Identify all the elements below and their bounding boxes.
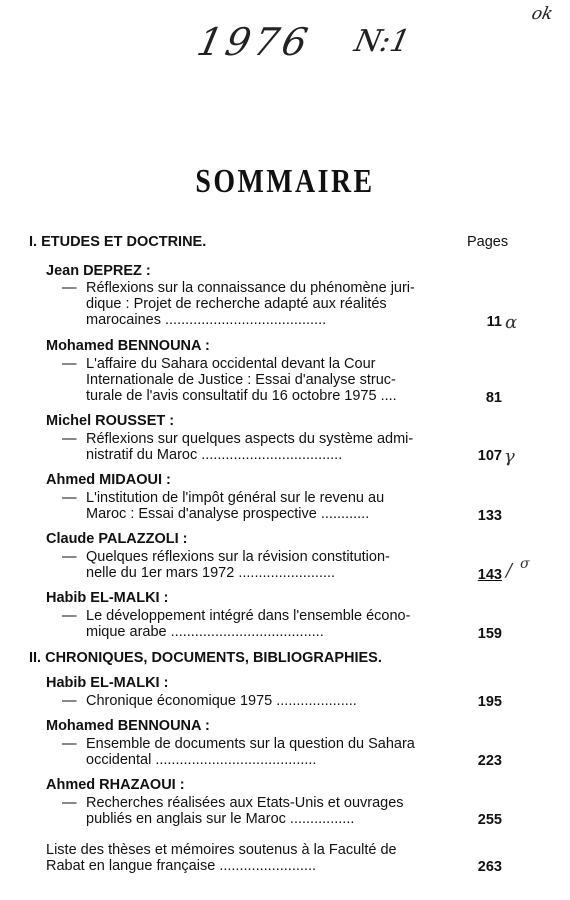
entry-description: Chronique économique 1975 .................... [86, 693, 357, 709]
entry-description: Réflexions sur la connaissance du phénomène juri- dique : Projet de recherche adapté aux réalités marocaines ........................................ [86, 280, 415, 328]
entry-description: Ensemble de documents sur la question du Sahara occidental ........................................ [86, 736, 415, 768]
handwritten-ok: ok [529, 4, 555, 24]
final-entry-description: Liste des thèses et mémoires soutenus à la Faculté de Rabat en langue française ........................ [46, 842, 397, 874]
entry-dash: — [62, 356, 77, 372]
entry-author: Ahmed MIDAOUI : [46, 472, 171, 488]
entry-page: 133 [477, 508, 502, 524]
handwritten-check-mark: / [506, 560, 513, 581]
final-entry-page: 263 [477, 859, 502, 875]
entry-author: Michel ROUSSET : [46, 413, 175, 429]
entry-page: 107 [477, 448, 502, 464]
entry-dash: — [62, 736, 77, 752]
section-2-heading: II. CHRONIQUES, DOCUMENTS, BIBLIOGRAPHIES. [29, 650, 382, 666]
handwritten-check-mark: σ [520, 556, 530, 572]
entry-author: Claude PALAZZOLI : [46, 531, 188, 547]
entry-author: Ahmed RHAZAOUI : [46, 777, 185, 793]
page-title: SOMMAIRE [195, 163, 375, 200]
entry-author: Mohamed BENNOUNA : [46, 718, 210, 734]
handwritten-number: N:1 [351, 24, 414, 59]
entry-page: 143 [477, 567, 502, 583]
entry-dash: — [62, 280, 77, 296]
entry-page: 11 [486, 314, 502, 330]
entry-dash: — [62, 549, 77, 565]
handwritten-year: 1976 [193, 20, 316, 64]
entry-author: Jean DEPREZ : [46, 263, 151, 279]
entry-page: 223 [477, 753, 502, 769]
entry-author: Habib EL-MALKI : [46, 675, 169, 691]
entry-page: 195 [477, 694, 502, 710]
entry-author: Mohamed BENNOUNA : [46, 338, 210, 354]
entry-description: Le développement intégré dans l'ensemble écono- mique arabe ...................................... [86, 608, 411, 640]
entry-description: Recherches réalisées aux Etats-Unis et ouvrages publiés en anglais sur le Maroc ................ [86, 795, 404, 827]
entry-dash: — [62, 795, 77, 811]
entry-page: 159 [477, 626, 502, 642]
entry-description: L'affaire du Sahara occidental devant la Cour Internationale de Justice : Essai d'analyse struc- turale de l'avis consultatif du 16 octobre 1975 .... [86, 356, 397, 404]
handwritten-check-mark: α [505, 312, 518, 333]
section-1-heading: I. ETUDES ET DOCTRINE. [29, 234, 207, 250]
entry-description: L'institution de l'impôt général sur le revenu au Maroc : Essai d'analyse prospective ............ [86, 490, 385, 522]
entry-dash: — [62, 608, 77, 624]
entry-page: 255 [477, 812, 502, 828]
entry-dash: — [62, 693, 77, 709]
entry-description: Réflexions sur quelques aspects du système admi- nistratif du Maroc ................................... [86, 431, 414, 463]
handwritten-check-mark: γ [504, 446, 515, 467]
pages-column-label: Pages [467, 234, 509, 250]
entry-page: 81 [485, 390, 502, 406]
entry-dash: — [62, 431, 77, 447]
entry-description: Quelques réflexions sur la révision constitution- nelle du 1er mars 1972 ........................ [86, 549, 390, 581]
entry-dash: — [62, 490, 77, 506]
entry-author: Habib EL-MALKI : [46, 590, 169, 606]
